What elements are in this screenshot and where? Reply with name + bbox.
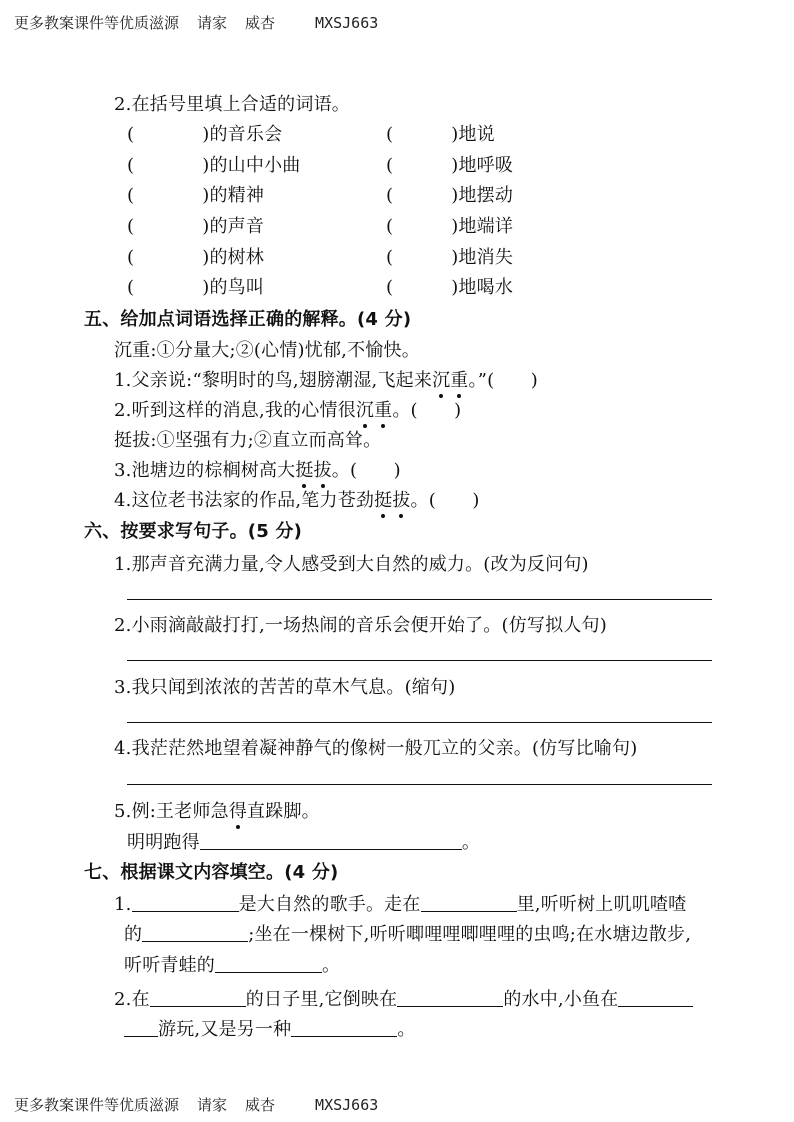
s6-question-5-fill: 明明跑得 。 [127, 832, 481, 853]
s7-line-5: 游玩,又是另一种 。 [124, 1015, 416, 1041]
header-code: MXSJ663 [315, 14, 379, 32]
s5-item-1: 1.父亲说:“黎明时的鸟,翅膀潮湿,飞起来沉重。”( ) [114, 366, 538, 392]
answer-line-3[interactable] [127, 722, 712, 723]
s5-item-4: 4.这位老书法家的作品,笔力苍劲挺拔。( ) [114, 486, 480, 512]
blank-7-4[interactable] [215, 954, 322, 973]
q2-left-item: ( )的声音 [127, 216, 265, 237]
q2-left-item: ( )的音乐会 [127, 124, 283, 145]
s6-question-3: 3.我只闻到浓浓的苦苦的草木气息。(缩句) [114, 677, 456, 698]
answer-line-1[interactable] [127, 599, 712, 600]
header-name: 威杏 [245, 14, 276, 32]
s6-question-2: 2.小雨滴敲敲打打,一场热闹的音乐会便开始了。(仿写拟人句) [114, 615, 607, 636]
q2-right-item: ( )地端详 [386, 216, 514, 237]
footer-name: 威杏 [245, 1096, 276, 1114]
q2-right-item: ( )地喝水 [386, 277, 514, 298]
section5-title: 五、给加点词语选择正确的解释。(4 分) [84, 309, 412, 330]
answer-line-4[interactable] [127, 784, 712, 785]
footer-site: 更多教案课件等优质滋源 [14, 1096, 180, 1114]
q2-right-item: ( )地消失 [386, 247, 514, 268]
footer-code: MXSJ663 [315, 1096, 379, 1114]
blank-7-2[interactable] [421, 893, 517, 912]
s5-definition-1: 沉重:①分量大;②(心情)忧郁,不愉快。 [114, 340, 420, 361]
q2-left-item: ( )的树林 [127, 247, 265, 268]
page-header [14, 12, 378, 33]
blank-7-9[interactable] [291, 1018, 397, 1037]
footer-contact: 请家 [197, 1096, 228, 1114]
blank-7-8[interactable] [124, 1018, 158, 1037]
s7-line-1: 1. 是大自然的歌手。走在 里,听听树上叽叽喳喳 [114, 894, 687, 915]
blank-7-6[interactable] [397, 988, 503, 1007]
q2-right-item: ( )地呼吸 [386, 155, 514, 176]
s6-question-1: 1.那声音充满力量,令人感受到大自然的威力。(改为反问句) [114, 554, 589, 575]
s6-question-5: 5.例:王老师急得直跺脚。 [114, 797, 320, 823]
s7-line-2: 的 ;坐在一棵树下,听听唧哩哩唧哩哩的虫鸣;在水塘边散步, [124, 924, 692, 945]
section6-title: 六、按要求写句子。(5 分) [84, 521, 303, 542]
s7-line-4: 2.在 的日子里,它倒映在 的水中,小鱼在 [114, 985, 693, 1011]
q2-right-item: ( )地摆动 [386, 185, 514, 206]
s5-definition-2: 挺拔:①坚强有力;②直立而高耸。 [114, 430, 382, 451]
q2-left-item: ( )的精神 [127, 185, 265, 206]
blank-7-3[interactable] [142, 923, 248, 942]
section7-title: 七、根据课文内容填空。(4 分) [84, 862, 339, 883]
s5-item-2: 2.听到这样的消息,我的心情很沉重。( ) [114, 396, 461, 422]
q2-left-item: ( )的山中小曲 [127, 155, 301, 176]
header-contact: 请家 [197, 14, 228, 32]
blank-7-1[interactable] [132, 893, 239, 912]
q2-right-item: ( )地说 [386, 124, 495, 145]
answer-line-2[interactable] [127, 660, 712, 661]
q2-title: 2.在括号里填上合适的词语。 [114, 94, 350, 115]
s6-question-4: 4.我茫茫然地望着凝神静气的像树一般兀立的父亲。(仿写比喻句) [114, 738, 638, 759]
s7-line-3: 听听青蛙的 。 [124, 955, 341, 976]
blank-7-5[interactable] [150, 988, 246, 1007]
blank-7-7[interactable] [618, 988, 693, 1007]
header-site: 更多教案课件等优质滋源 [14, 14, 180, 32]
page-footer [14, 1094, 378, 1115]
q2-left-item: ( )的鸟叫 [127, 277, 265, 298]
blank-5[interactable] [200, 831, 462, 850]
s5-item-3: 3.池塘边的棕榈树高大挺拔。( ) [114, 456, 401, 482]
